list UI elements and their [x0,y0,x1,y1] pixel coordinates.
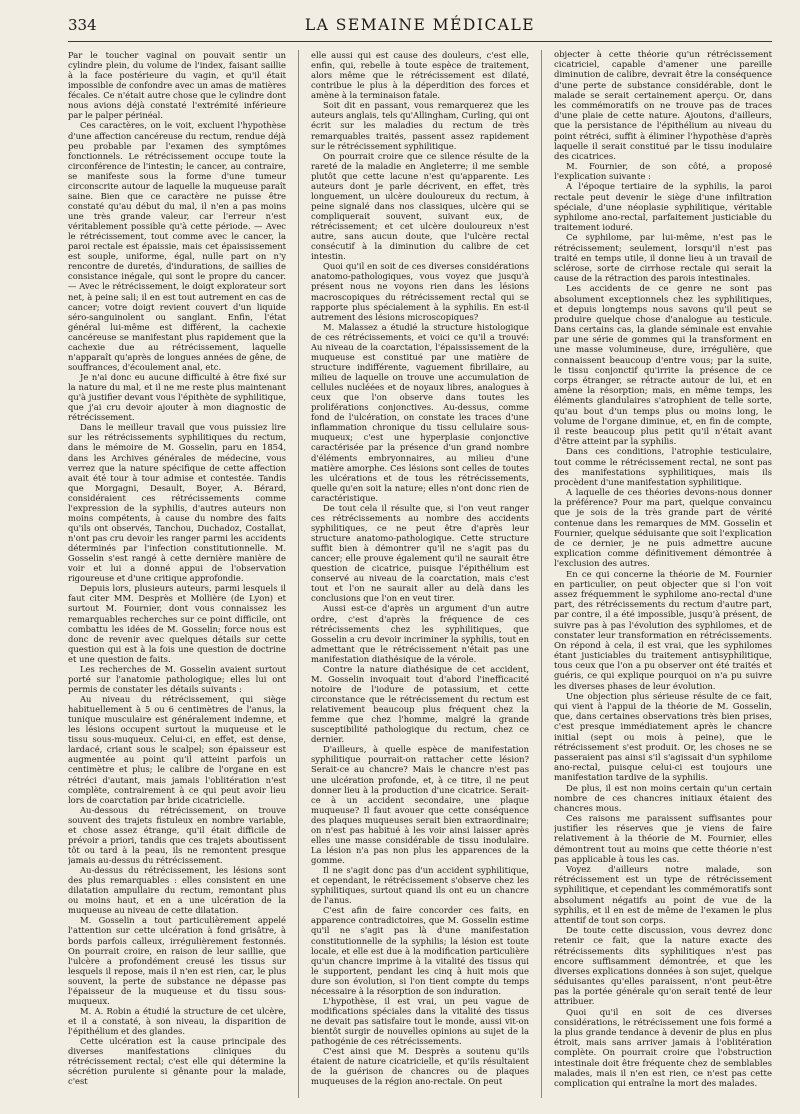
column-right [554,50,772,1098]
paragraph: L'hypothèse, il est vrai, un peu vague de modifications spéciales dans la vitalité des tissus ne devait pas satisfaire tout le monde, aussi vit-on bientôt surgir de nouvelles opinions au sujet de la pathogénie de ces rétrécissements. [311,995,529,1047]
paragraph: M. Malassez a étudié la structure histologique de ces rétrécissements, et voici ce qu'il a trouvé: Au niveau de la coarctation, l'épaississement de la muqueuse est constitué par une matière de structure indifférente, vaguement fibrillaire, au milieu de laquelle on trouve une accumulation de cellules nucléées et de noyaux libres, analogues à ceux que l'on observe dans toutes les proliférations conjonctives. Au-dessus, comme fond de l'ulcération, on constate les traces d'une inflammation chronique du tissu cellulaire sous-muqueux; c'est une hyperplasie conjonctive caractérisée par la présence d'un grand nombre d'éléments embryonnaires, au milieu d'une matière amorphe. Ces lésions sont celles de toutes les ulcérations et de tous les rétrécissements, quelle qu'en soit la nature; elles n'ont donc rien de caractéristique. [311,321,529,503]
paragraph: elle aussi qui est cause des douleurs, c'est elle, enfin, qui, rebelle à toute espèce de traitement, alors même que le rétrécissement est dilaté, contribue le plus à la déperdition des forces et amène à la terminaison fatale. [311,50,529,101]
paragraph: Depuis lors, plusieurs auteurs, parmi lesquels il faut citer MM. Desprès et Mollière (de Lyon) et surtout M. Fournier, dont vous connaissez les remarquables recherches sur ce point difficile, ont combattu les idées de M. Gosselin; force nous est donc de revenir avec quelques détails sur cette question qui est à la fois une question de doctrine et une question de faits. [68,583,286,664]
paragraph: Quoi qu'il en soit de ces diverses considérations, le rétrécissement une fois formé a la plus grande tendance à devenir de plus en plus étroit, mais sans arriver jamais à l'oblitération complète. On pourrait croire que l'obstruction intestinale doit être fréquente chez de semblables malades, mais il n'en est rien, ce n'est pas cette complication qui entraîne la mort des malades. [554,1007,772,1089]
paragraph: M. Gosselin a tout particulièrement appelé l'attention sur cette ulcération à fond grisâtre, à bords parfois calleux, irrégulièrement festonnés. On pourrait croire, en raison de leur saillie, que l'ulcère a profondément creusé les tissus sur lesquels il repose, mais il n'en est rien, car, le plus souvent, la perte de substance ne dépasse pas l'épaisseur de la muqueuse et du tissu sous-muqueux. [68,915,286,1006]
paragraph: Cette ulcération est la cause principale des diverses manifestations cliniques du rétrécissement rectal; c'est elle qui détermine la sécrétion purulente si gênante pour la malade, c'est [68,1036,286,1087]
paragraph: Il ne s'agit donc pas d'un accident syphilitique, et cependant, le rétrécissement s'observe chez les syphilitiques, surtout quand ils ont eu un chancre de l'anus. [311,865,529,906]
paragraph: Dans le meilleur travail que vous puissiez lire sur les rétrécissements syphilitiques du rectum, dans le mémoire de M. Gosselin, paru en 1854, dans les Archives générales de médecine, vous verrez que la nature spécifique de cette affection avait été tour à tour admise et contestée. Tandis que Morgagni, Desault, Boyer, A. Bérard, considéraient ces rétrécissements comme l'expression de la syphilis, d'autres auteurs non moins compétents, à cause du nombre des faits qu'ils ont observés, Tanchou, Duchadoz, Costallat, n'ont pas cru devoir les ranger parmi les accidents déterminés par l'infection constitutionnelle. M. Gosselin s'est rangé à cette dernière manière de voir et lui a donné appui de l'observation rigoureuse et d'une critique approfondie. [68,422,286,584]
paragraph: Je n'ai donc eu aucune difficulté à être fixé sur la nature du mal, et il ne me reste plus maintenant qu'à justifier devant vous l'épithète de syphilitique, que j'ai cru devoir ajouter à mon diagnostic de rétrécissement. [68,372,286,423]
paragraph: De tout cela il résulte que, si l'on veut ranger ces rétrécissements au nombre des accidents syphilitiques, ce ne peut être d'après leur structure anatomo-pathologique. Cette structure suffit bien à démontrer qu'il ne s'agit pas du cancer; elle prouve également qu'il ne saurait être question de cicatrice, puisque l'épithélium est conservé au niveau de la coarctation, mais c'est tout et l'on ne saurait aller au delà dans les conclusions que l'on en veut tirer. [311,502,529,604]
column-divider [298,50,299,1098]
column-left [68,50,286,1098]
paragraph: Quoi qu'il en soit de ces diverses considérations anatomo-pathologiques, vous voyez que jusqu'à présent nous ne voyons rien dans les lésions macroscopiques du rétrécissement rectal qui se rapporte plus spécialement à la syphilis. En est-il autrement des lésions microscopiques? [311,261,529,322]
paragraph: Une objection plus sérieuse résulte de ce fait, qui vient à l'appui de la théorie de M. Gosselin, que, dans certaines observations très bien prises, c'est presque immédiatement après le chancre initial (sept ou mois à peine), que le rétrécissement s'est produit. Or, les choses ne se passeraient pas ainsi s'il s'agissait d'un syphilome ano-rectal, puisque celui-ci est toujours une manifestation tardive de la syphilis. [554,691,772,784]
paragraph: A laquelle de ces théories devons-nous donner la préférence? Pour ma part, quelque convaincu que je sois de la très grande part de vérité contenue dans les remarques de MM. Gosselin et Fournier, quelque séduisante que soit l'explication de ce dernier, je ne puis admettre aucune explication comme définitivement démontrée à l'exclusion des autres. [554,488,772,570]
article-columns [68,50,772,1098]
journal-title: LA SEMAINE MÉDICALE [304,16,536,34]
paragraph: Par le toucher vaginal on pouvait sentir un cylindre plein, du volume de l'index, faisant saillie à la face postérieure du vagin, et qu'il était impossible de confondre avec un amas de matières fécales. Ce n'était autre chose que le cylindre dont nous avions déjà constaté l'extrémité inférieure par le palper périnéal. [68,50,286,121]
paragraph: Ces caractères, on le voit, excluent l'hypothèse d'une affection cancéreuse du rectum, rendue déjà peu probable par l'examen des symptômes fonctionnels. Le rétrécissement occupe toute la circonférence de l'intestin; le cancer, au contraire, se manifeste sous la forme d'une tumeur circonscrite autour de laquelle la muqueuse paraît saine. Bien que ce caractère ne puisse être constaté qu'au début du mal, il n'en a pas moins une très grande valeur, car l'erreur n'est véritablement possible qu'à cette période. — Avec le rétrécissement, tout comme avec le cancer, la paroi rectale est épaissie, mais cet épaississement est souple, uniforme, égal, nulle part on n'y rencontre de duretés, d'indurations, de saillies de consistance inégale, qui sont le propre du cancer. — Avec le rétrécissement, le doigt explorateur sort net, à peine sali; il en est tout autrement en cas de cancer; votre doigt revient couvert d'un liquide séro-sanguinolent ou sanglant. Enfin, l'état général lui-même est différent, la cachexie cancéreuse se manifestant plus rapidement que la cachexie due au rétrécissement, laquelle n'apparaît qu'après de longues années de gêne, de souffrances, d'écoulement anal, etc. [68,120,286,372]
paragraph: En ce qui concerne la théorie de M. Fournier en particulier, on peut objecter que si l'on voit assez fréquemment le syphilome ano-rectal d'une part, des rétrécissements du rectum d'autre part, par contre, il a été impossible, jusqu'à présent, de suivre pas à pas l'évolution des syphilomes, et de constater leur transformation en rétrécissements. On répond à cela, il est vrai, que les syphilomes étant justiciables du traitement antisyphilitique, tous ceux que l'on a pu observer ont été traités et guéris, ce qui explique pourquoi on n'a pu suivre les diverses phases de leur évolution. [554,569,772,692]
paragraph: Au niveau du rétrécissement, qui siège habituellement à 5 ou 6 centimètres de l'anus, la tunique musculaire est généralement indemne, et les lésions occupent surtout la muqueuse et le tissu sous-muqueux. Celui-ci, en effet, est dense, lardacé, criant sous le scalpel; son épaisseur est augmentée au point qu'il atteint parfois un centimètre et plus; le calibre de l'organe en est rétréci d'autant, mais jamais l'oblitération n'est complète, contrairement à ce qui peut avoir lieu lors de coarctation par bride cicatricielle. [68,694,286,805]
paragraph: Les recherches de M. Gosselin avaient surtout porté sur l'anatomie pathologique; elles lui ont permis de constater les détails suivants : [68,663,286,694]
paragraph: Aussi est-ce d'après un argument d'un autre ordre, c'est d'après la fréquence de ces rétrécissements chez les syphilitiques, que Gosselin a cru devoir incriminer la syphilis, tout en admettant que le rétrécissement n'était pas une manifestation diathésique de la vérole. [311,603,529,664]
paragraph: Soit dit en passant, vous remarquerez que les auteurs anglais, tels qu'Allingham, Curling, qui ont écrit sur les maladies du rectum de très remarquables traités, passent assez rapidement sur le rétrécissement syphilitique. [311,100,529,151]
paragraph: A l'époque tertiaire de la syphilis, la paroi rectale peut devenir le siège d'une infiltration spéciale, d'une néoplasie syphilitique, véritable syphilome ano-rectal, parfaitement justiciable du traitement ioduré. [554,182,772,234]
paragraph: D'ailleurs, à quelle espèce de manifestation syphilitique pourrait-on rattacher cette lésion? Serait-ce au chancre? Mais le chancre n'est pas une ulcération profonde, et, à ce titre, il ne peut donner lieu à la production d'une cicatrice. Serait-ce à un accident secondaire, une plaque muqueuse? Il faut avouer que cette conséquence des plaques muqueuses serait bien extraordinaire; on n'est pas habitué à les voir ainsi laisser après elles une masse considérable de tissu inodulaire. La lésion n'a pas non plus les apparences de la gomme. [311,744,529,865]
paragraph: Les accidents de ce genre ne sont pas absolument exceptionnels chez les syphilitiques, et depuis longtemps nous savons qu'il peut se produire quelque chose d'analogue au testicule. Dans certains cas, la glande séminale est envahie par une série de gommes qui la transforment en une masse volumineuse, dure, irrégulière, que connaissent beaucoup d'entre vous; par la suite, le tissu conjonctif qu'irrite la présence de ce corps étranger, se rétracte autour de lui, et en amène la résorption; mais, en même temps, les éléments glandulaires s'atrophient de telle sorte, qu'au bout d'un temps plus ou moins long, le volume de l'organe diminue, et, en fin de compte, il reste beaucoup plus petit qu'il n'était avant d'être atteint par la syphilis. [554,284,772,448]
paragraph: objecter à cette théorie qu'un rétrécissement cicatriciel, capable d'amener une pareille diminution de calibre, devrait être la conséquence d'une perte de substance considérable, dont le malade se serait certainement aperçu. Or, dans les commémoratifs on ne trouve pas de traces d'une plaie de cette nature. Ajoutons, d'ailleurs, que la persistance de l'épithélium au niveau du point rétréci, suffit à éliminer l'hypothèse d'après laquelle il serait constitué par le tissu inodulaire des cicatrices. [554,50,772,162]
column-middle [311,50,529,1098]
paragraph: M. Fournier, de son côté, a proposé l'explication suivante : [554,162,772,183]
paragraph: De plus, il est non moins certain qu'un certain nombre de ces chancres initiaux étaient des chancres mous. [554,783,772,814]
paragraph: Ce syphilome, par lui-même, n'est pas le rétrécissement; seulement, lorsqu'il n'est pas traité en temps utile, il donne lieu à un travail de sclérose, sorte de cirrhose rectale qui serait la cause de la rétraction des parois intestinales. [554,233,772,285]
header-rule [68,41,772,42]
paragraph: On pourrait croire que ce silence résulte de la rareté de la maladie en Angleterre; il me semble plutôt que cette lacune n'est qu'apparente. Les auteurs dont je parle décrivent, en effet, très longuement, un ulcère douloureux du rectum, à peine signalé dans nos classiques, ulcère qui se compliquerait souvent, suivant eux, de rétrécissement; et cet ulcère douloureux n'est autre, sans aucun doute, que l'ulcère rectal consécutif à la diminution du calibre de cet intestin. [311,150,529,262]
paragraph: Dans ces conditions, l'atrophie testiculaire, tout comme le rétrécissement rectal, ne sont pas des manifestations syphilitiques, mais ils procèdent d'une manifestation syphilitique. [554,447,772,488]
paragraph: De toute cette discussion, vous devrez donc retenir ce fait, que la nature exacte des rétrécissements dits syphilitiques n'est pas encore suffisamment démontrée, et que les diverses explications données à son sujet, quelque séduisantes qu'elles paraissent, n'ont peut-être pas la portée générale qu'on serait tenté de leur attribuer. [554,926,772,1008]
paragraph: M. A. Robin a étudié la structure de cet ulcère, et il a constaté, à son niveau, la disparition de l'épithélium et des glandes. [68,1005,286,1037]
page-header [68,0,772,40]
paragraph: Voyez d'ailleurs notre malade, son rétrécissement est un type de rétrécissement syphilitique, et cependant les commémoratifs sont absolument négatifs au point de vue de la syphilis, et il en est de même de l'examen le plus attentif de tout son corps. [554,865,772,926]
paragraph: Au-dessus du rétrécissement, les lésions sont des plus remarquables : elles consistent en une dilatation ampullaire du rectum, remontant plus ou moins haut, et en a une ulcération de la muqueuse au niveau de cette dilatation. [68,865,286,916]
paragraph: C'est afin de faire concorder ces faits, en apparence contradictoires, que M. Gosselin estime qu'il ne s'agit pas là d'une manifestation constitutionnelle de la syphilis; la lésion est toute locale, et elle est due à la modification particulière qu'un chancre imprime à la vitalité des tissus qui le supportent, pendant les cinq à huit mois que dure son évolution, si l'on tient compte du temps nécessaire à la résorption de son induration. [311,905,529,996]
page-number: 334 [68,16,97,34]
paragraph: Ces raisons me paraissent suffisantes pour justifier les réserves que je viens de faire relativement à la théorie de M. Fournier, elles démontrent tout au moins que cette théorie n'est pas applicable à tous les cas. [554,814,772,865]
paragraph: Au-dessous du rétrécissement, on trouve souvent des trajets fistuleux en nombre variable, et chose assez étrange, qu'il était difficile de prévoir a priori, tandis que ces trajets aboutissent tôt ou tard à la peau, ils ne remontent presque jamais au-dessus du rétrécissement. [68,804,286,865]
paragraph: C'est ainsi que M. Desprès a soutenu qu'ils étaient de nature cicatricielle, et qu'ils résultaient de la guérison de chancres ou de plaques muqueuses de la région ano-rectale. On peut [311,1046,529,1087]
column-divider [541,50,542,1098]
paragraph: Contre la nature diathésique de cet accident, M. Gosselin invoquait tout d'abord l'inefficacité notoire de l'iodure de potassium, et cette circonstance que le rétrécissement du rectum est relativement beaucoup plus fréquent chez la femme que chez l'homme, malgré la grande susceptibilité pathologique du rectum, chez ce dernier. [311,663,529,745]
